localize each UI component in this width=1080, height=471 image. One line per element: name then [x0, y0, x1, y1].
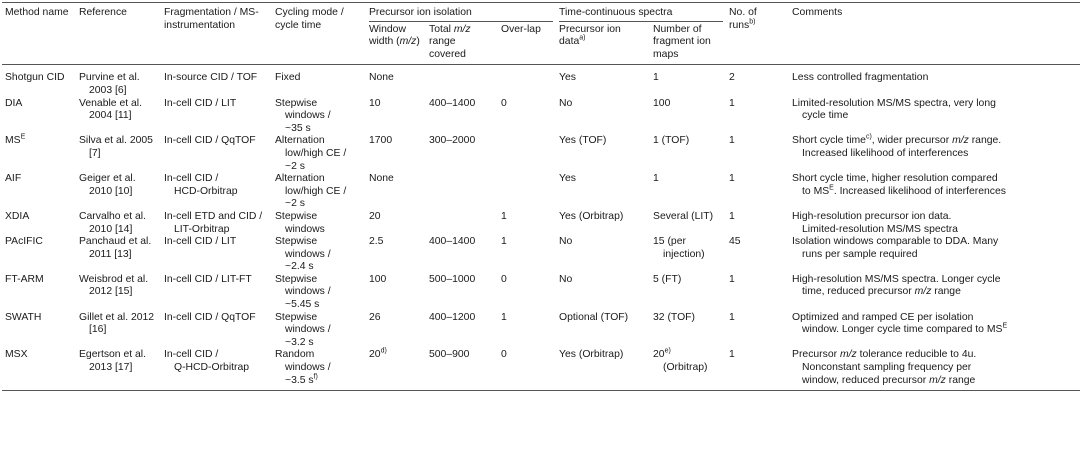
runs: 2 — [729, 72, 735, 84]
table-header — [2, 3, 1080, 65]
fragmentation: In-cell CID / LIT — [164, 97, 237, 109]
comments: Short cycle time$^{c)}$, wider precursor m/z range. Increased likelihood of interferences — [792, 133, 1002, 159]
precursor-data: Yes (Orbitrap) — [559, 349, 624, 361]
cycling-mode: Alternation low/high CE / ~2 s — [275, 173, 347, 210]
fragment-maps: 1 — [653, 72, 659, 84]
total-range: 400–1200 — [429, 311, 476, 323]
method-name: DIA — [5, 97, 23, 109]
cycling-mode: Stepwise windows / ~35 s — [275, 97, 331, 134]
overlap — [498, 173, 556, 211]
window-width: 10 — [369, 97, 381, 109]
cycling-mode: Stepwise windows / ~2.4 s — [275, 236, 331, 273]
comments: Limited-resolution MS/MS spectra, very long cycle time — [792, 97, 996, 122]
table-row — [2, 65, 1080, 98]
fragment-maps: 100 — [653, 97, 671, 109]
fragmentation: In-cell CID / Q-HCD-Orbitrap — [164, 349, 250, 374]
window-width: None — [369, 72, 394, 84]
cycling-mode: Random windows / ~3.5 $s^{f)}$ — [275, 349, 331, 386]
comments: Precursor m/z tolerance reducible to 4u. Nonconstant sampling frequency per window, reduced precursor m/z range — [792, 349, 977, 386]
methods-table — [2, 2, 1080, 391]
fragment-maps: 1 (TOF) — [653, 135, 690, 147]
cycling-mode: Stepwise windows — [275, 210, 325, 235]
method-name: $MS^E$ — [5, 133, 26, 147]
header-comments: Comments — [792, 7, 843, 18]
overlap: 0 — [501, 273, 507, 285]
runs: 1 — [729, 135, 735, 147]
fragment-maps: Several (LIT) — [653, 210, 714, 222]
fragmentation: In-cell CID / QqTOF — [164, 135, 256, 147]
table-row — [2, 211, 1080, 236]
total-range: 400–1400 — [429, 236, 476, 248]
runs: 1 — [729, 173, 735, 185]
table-row — [2, 173, 1080, 211]
fragmentation: In-cell CID / LIT-FT — [164, 273, 252, 285]
fragment-maps: 32 (TOF) — [653, 311, 695, 323]
table-row — [2, 135, 1080, 173]
overlap — [498, 135, 556, 173]
table-row — [2, 312, 1080, 350]
header-window-width: Window width (m/z) — [369, 23, 420, 48]
total-range: 500–900 — [429, 349, 470, 361]
table-body — [2, 65, 1080, 391]
header-precursor-data: Precursor ion data$^{a)}$ — [559, 23, 621, 48]
reference: Geiger et al. 2010 [10] — [79, 173, 136, 197]
reference: Purvine et al. 2003 [6] — [79, 72, 140, 96]
fragmentation: In-source CID / TOF — [164, 72, 258, 84]
header-total-range: Total m/z range covered — [429, 23, 471, 60]
method-name: XDIA — [5, 210, 30, 222]
header-overlap: Over-lap — [501, 23, 541, 35]
runs: 1 — [729, 97, 735, 109]
fragmentation: In-cell ETD and CID / LIT-Orbitrap — [164, 210, 263, 235]
overlap: 1 — [501, 210, 507, 222]
total-range — [426, 65, 498, 98]
fragment-maps: 5 (FT) — [653, 273, 682, 285]
comments: Less controlled fragmentation — [792, 72, 929, 84]
overlap: 1 — [501, 236, 507, 248]
cycling-mode: Fixed — [275, 72, 301, 84]
comments: Short cycle time, higher resolution compared to $MS^E$. Increased likelihood of interferences — [792, 173, 1006, 197]
overlap: 1 — [501, 311, 507, 323]
fragmentation: In-cell CID / QqTOF — [164, 311, 256, 323]
window-width: 26 — [369, 311, 381, 323]
precursor-data: Yes (TOF) — [559, 135, 607, 147]
method-name: PAcIFIC — [5, 236, 43, 248]
runs: 45 — [729, 236, 741, 248]
table-row — [2, 274, 1080, 312]
reference: Panchaud et al. 2011 [13] — [79, 236, 152, 260]
table-row — [2, 236, 1080, 274]
comments: High-resolution precursor ion data. Limited-resolution MS/MS spectra — [792, 210, 958, 235]
total-range — [426, 211, 498, 236]
cycling-mode: Stepwise windows / ~3.2 s — [275, 311, 331, 348]
window-width: 20 — [369, 210, 381, 222]
fragment-maps: 15 (per injection) — [653, 236, 705, 260]
precursor-data: No — [559, 273, 573, 285]
fragmentation: In-cell CID / LIT — [164, 236, 237, 248]
method-name: AIF — [5, 173, 22, 185]
precursor-data: Optional (TOF) — [559, 311, 629, 323]
precursor-data: Yes (Orbitrap) — [559, 210, 624, 222]
comments: High-resolution MS/MS spectra. Longer cycle time, reduced precursor m/z range — [792, 273, 1001, 298]
reference: Gillet et al. 2012 [16] — [79, 311, 155, 336]
method-name: Shotgun CID — [5, 72, 65, 84]
fragmentation: In-cell CID / HCD-Orbitrap — [164, 173, 238, 197]
runs: 1 — [729, 210, 735, 222]
method-name: FT-ARM — [5, 273, 44, 285]
total-range: 400–1400 — [429, 97, 476, 109]
reference: Venable et al. 2004 [11] — [79, 97, 142, 122]
precursor-data: Yes — [559, 173, 576, 185]
window-width: None — [369, 173, 394, 185]
fragment-maps: 20$^{e)}$ (Orbitrap) — [653, 347, 708, 374]
method-name: SWATH — [5, 311, 42, 323]
header-method: Method name — [5, 7, 69, 18]
runs: 1 — [729, 273, 735, 285]
header-cycling: Cycling mode / cycle time — [275, 7, 344, 31]
header-precursor-isolation: Precursor ion isolation — [366, 3, 556, 20]
total-range: 500–1000 — [429, 273, 476, 285]
overlap: 0 — [501, 97, 507, 109]
header-fragmentation: Fragmentation / MS-instrumentation — [164, 7, 259, 31]
window-width: 1700 — [369, 135, 393, 147]
reference: Silva et al. 2005 [7] — [79, 135, 153, 159]
fragment-maps: 1 — [653, 173, 659, 185]
precursor-data: No — [559, 236, 573, 248]
cycling-mode: Alternation low/high CE / ~2 s — [275, 135, 347, 172]
total-range: 300–2000 — [429, 135, 476, 147]
total-range — [426, 173, 498, 211]
window-width: 2.5 — [369, 236, 384, 248]
comments: Optimized and ramped CE per isolation window. Longer cycle time compared to $MS^E$ — [792, 311, 1008, 336]
window-width: 100 — [369, 273, 387, 285]
cycling-mode: Stepwise windows / ~5.45 s — [275, 273, 331, 311]
header-runs: No. of runs$^{b)}$ — [729, 7, 757, 31]
reference: Weisbrod et al. 2012 [15] — [79, 273, 149, 298]
window-width: 20$^{d)}$ — [369, 347, 387, 361]
table-row — [2, 349, 1080, 390]
header-reference: Reference — [79, 7, 127, 18]
overlap: 0 — [501, 349, 507, 361]
table-row — [2, 98, 1080, 136]
reference: Carvalho et al. 2010 [14] — [79, 210, 146, 235]
header-time-continuous-spectra: Time-continuous spectra — [556, 3, 726, 20]
runs: 1 — [729, 311, 735, 323]
header-fragment-maps: Number of fragment ion maps — [653, 23, 711, 60]
overlap — [498, 65, 556, 98]
runs: 1 — [729, 349, 735, 361]
precursor-data: Yes — [559, 72, 576, 84]
comments: Isolation windows comparable to DDA. Many runs per sample required — [792, 236, 999, 260]
reference: Egertson et al. 2013 [17] — [79, 349, 147, 374]
precursor-data: No — [559, 97, 573, 109]
method-name: MSX — [5, 349, 28, 361]
